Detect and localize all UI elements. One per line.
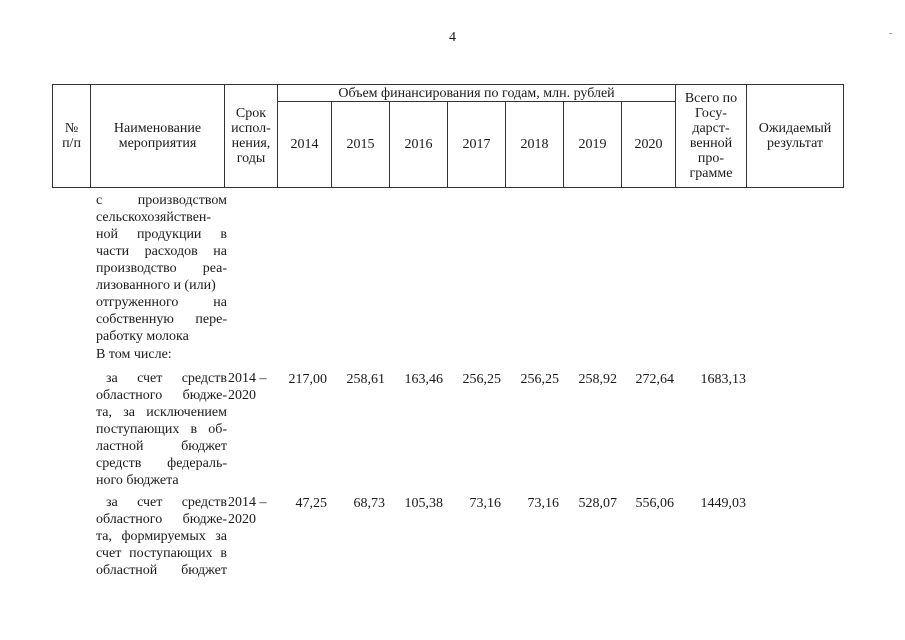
row-1-term: 2014 – 2020 <box>228 371 267 403</box>
row-2-value-2019: 528,07 <box>578 496 617 511</box>
header-year-2016: 2016 <box>390 102 448 188</box>
continuation-text: с производством сельскохозяйствен- ной продукции в части расходов на производство реа- лизованного и (или) отгруженного на собственную пере- работку молока <box>96 193 227 344</box>
row-1-total: 1683,13 <box>700 372 746 387</box>
header-number: № п/п <box>53 85 91 188</box>
header-financing: Объем финансирования по годам, млн. рублей <box>278 85 676 102</box>
header-year-2015: 2015 <box>332 102 390 188</box>
row-1-value-2015: 258,61 <box>346 372 385 387</box>
header-total: Всего по Госу- дарст- венной про- грамме <box>676 85 747 188</box>
header-name: Наименование мероприятия <box>91 85 225 188</box>
row-1-value-2018: 256,25 <box>520 372 559 387</box>
header-year-2014: 2014 <box>278 102 332 188</box>
header-result: Ожидаемый результат <box>747 85 844 188</box>
row-2-total: 1449,03 <box>700 496 746 511</box>
row-1-value-2019: 258,92 <box>578 372 617 387</box>
scan-mark: - <box>889 28 893 39</box>
row-1-name: за счет средств областного бюдже- та, за исключением поступающих в об- ластной бюджет средств федераль- ного бюджета <box>96 371 227 488</box>
page-number: 4 <box>449 30 456 45</box>
row-2-value-2017: 73,16 <box>469 496 501 511</box>
row-2-term: 2014 – 2020 <box>228 495 267 527</box>
row-1-value-2014: 217,00 <box>288 372 327 387</box>
row-2-value-2016: 105,38 <box>404 496 443 511</box>
row-2-value-2014: 47,25 <box>295 496 327 511</box>
header-year-2018: 2018 <box>506 102 564 188</box>
header-year-2019: 2019 <box>564 102 622 188</box>
row-1-value-2017: 256,25 <box>462 372 501 387</box>
header-year-2020: 2020 <box>622 102 676 188</box>
row-2-value-2018: 73,16 <box>527 496 559 511</box>
row-1-value-2016: 163,46 <box>404 372 443 387</box>
row-2-value-2020: 556,06 <box>635 496 674 511</box>
table-header <box>52 84 844 188</box>
row-2-value-2015: 68,73 <box>353 496 385 511</box>
row-1-value-2020: 272,64 <box>635 372 674 387</box>
row-2-name: за счет средств областного бюдже- та, формируемых за счет поступающих в областной бюджет <box>96 495 227 578</box>
in-total-label: В том числе: <box>96 347 172 362</box>
header-year-2017: 2017 <box>448 102 506 188</box>
header-term: Срок испол- нения, годы <box>225 85 278 188</box>
